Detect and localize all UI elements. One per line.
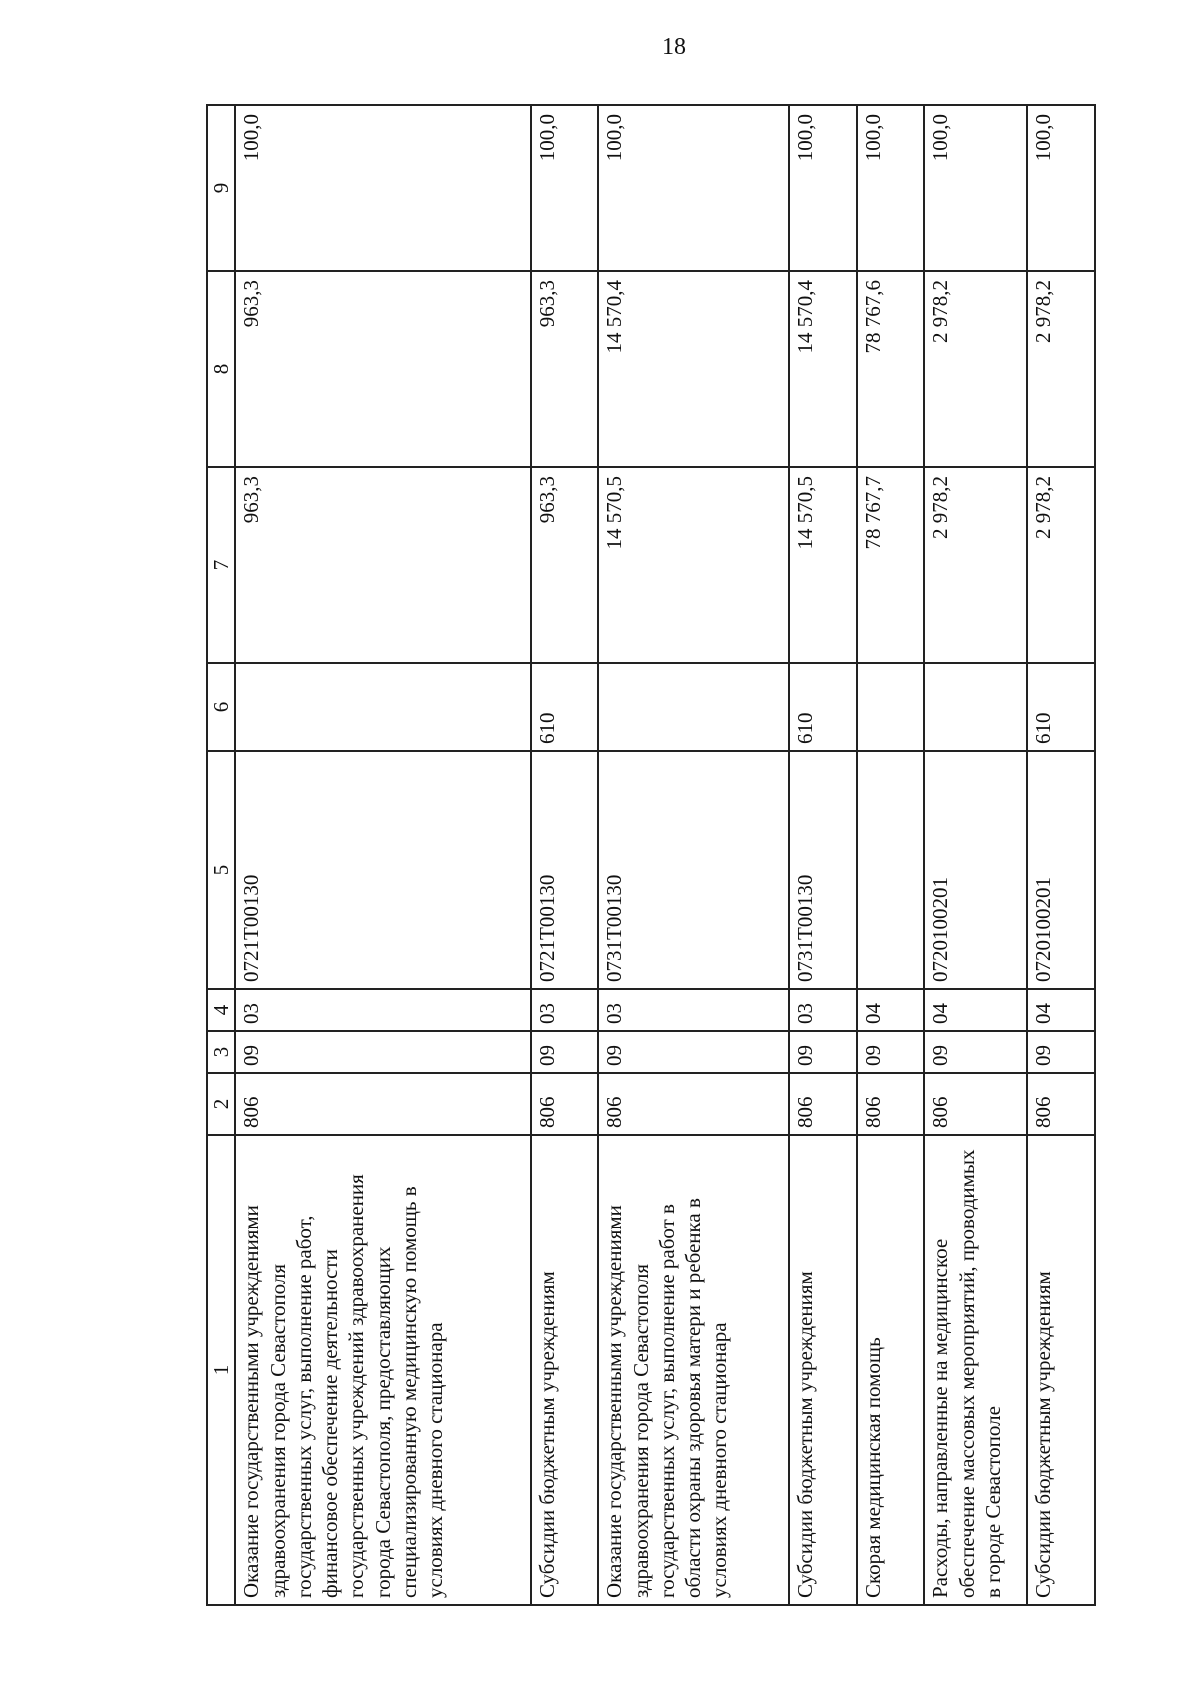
cell-value-9: 100,0 (857, 105, 925, 271)
cell-value-8: 963,3 (531, 271, 599, 467)
cell-code-5: 0720100201 (1027, 751, 1095, 989)
cell-code-6 (924, 663, 1027, 751)
cell-value-8: 2 978,2 (1027, 271, 1095, 467)
column-header: 1 (207, 1135, 235, 1605)
cell-code-4: 03 (789, 989, 857, 1031)
row-name: Оказание государственными учреждениями здравоохранения города Севастополя государственных услуг, выполнение работ, финансовое обеспечение деятельности государственных учреждений здравоохранения города Севастополя, предоставляющих специализированную медицинскую помощь в условиях дневного стационара (235, 1135, 530, 1605)
cell-code-2: 806 (531, 1073, 599, 1135)
row-name: Расходы, направленные на медицинское обеспечение массовых мероприятий, проводимых в городе Севастополе (924, 1135, 1027, 1605)
column-header: 7 (207, 467, 235, 663)
cell-code-6 (598, 663, 788, 751)
cell-code-2: 806 (1027, 1073, 1095, 1135)
cell-value-9: 100,0 (1027, 105, 1095, 271)
cell-code-3: 09 (789, 1031, 857, 1073)
cell-code-3: 09 (1027, 1031, 1095, 1073)
cell-value-9: 100,0 (531, 105, 599, 271)
cell-value-8: 78 767,6 (857, 271, 925, 467)
cell-code-6: 610 (531, 663, 599, 751)
column-header: 2 (207, 1073, 235, 1135)
cell-code-3: 09 (924, 1031, 1027, 1073)
cell-value-7: 2 978,2 (924, 467, 1027, 663)
cell-value-7: 14 570,5 (789, 467, 857, 663)
row-name: Субсидии бюджетным учреждениям (789, 1135, 857, 1605)
table-row (531, 105, 599, 1605)
row-name: Субсидии бюджетным учреждениям (1027, 1135, 1095, 1605)
cell-value-7: 963,3 (531, 467, 599, 663)
cell-code-3: 09 (531, 1031, 599, 1073)
cell-value-9: 100,0 (789, 105, 857, 271)
row-name: Субсидии бюджетным учреждениям (531, 1135, 599, 1605)
column-header: 8 (207, 271, 235, 467)
cell-code-5: 0731Т00130 (789, 751, 857, 989)
cell-code-4: 03 (235, 989, 530, 1031)
cell-code-5: 0731Т00130 (598, 751, 788, 989)
cell-code-3: 09 (598, 1031, 788, 1073)
cell-code-3: 09 (235, 1031, 530, 1073)
cell-value-8: 14 570,4 (789, 271, 857, 467)
table-row (235, 105, 530, 1605)
cell-code-4: 03 (531, 989, 599, 1031)
cell-code-4: 04 (1027, 989, 1095, 1031)
cell-code-2: 806 (857, 1073, 925, 1135)
table-container (206, 106, 1096, 1606)
cell-code-2: 806 (235, 1073, 530, 1135)
table-row (857, 105, 925, 1605)
table-row (598, 105, 788, 1605)
cell-value-7: 963,3 (235, 467, 530, 663)
table-row (1027, 105, 1095, 1605)
table-row (924, 105, 1027, 1605)
column-header: 6 (207, 663, 235, 751)
cell-code-4: 04 (857, 989, 925, 1031)
cell-code-5 (857, 751, 925, 989)
row-name: Оказание государственными учреждениями здравоохранения города Севастополя государственных услуг, выполнение работ в области охраны здоровья матери и ребенка в условиях дневного стационара (598, 1135, 788, 1605)
cell-code-3: 09 (857, 1031, 925, 1073)
column-header: 9 (207, 105, 235, 271)
cell-value-9: 100,0 (235, 105, 530, 271)
cell-code-2: 806 (924, 1073, 1027, 1135)
cell-value-7: 14 570,5 (598, 467, 788, 663)
cell-value-7: 78 767,7 (857, 467, 925, 663)
row-name: Скорая медицинская помощь (857, 1135, 925, 1605)
cell-code-6: 610 (789, 663, 857, 751)
cell-code-5: 0720100201 (924, 751, 1027, 989)
cell-value-9: 100,0 (598, 105, 788, 271)
cell-value-7: 2 978,2 (1027, 467, 1095, 663)
cell-value-9: 100,0 (924, 105, 1027, 271)
cell-code-5: 0721Т00130 (531, 751, 599, 989)
cell-code-5: 0721Т00130 (235, 751, 530, 989)
budget-table (206, 104, 1096, 1606)
cell-code-2: 806 (598, 1073, 788, 1135)
table-row (789, 105, 857, 1605)
cell-code-2: 806 (789, 1073, 857, 1135)
column-header: 5 (207, 751, 235, 989)
column-header: 4 (207, 989, 235, 1031)
cell-value-8: 963,3 (235, 271, 530, 467)
cell-code-4: 04 (924, 989, 1027, 1031)
cell-value-8: 14 570,4 (598, 271, 788, 467)
header-row (207, 105, 235, 1605)
page-number: 18 (662, 34, 686, 60)
cell-code-6 (235, 663, 530, 751)
cell-value-8: 2 978,2 (924, 271, 1027, 467)
cell-code-4: 03 (598, 989, 788, 1031)
column-header: 3 (207, 1031, 235, 1073)
cell-code-6 (857, 663, 925, 751)
cell-code-6: 610 (1027, 663, 1095, 751)
